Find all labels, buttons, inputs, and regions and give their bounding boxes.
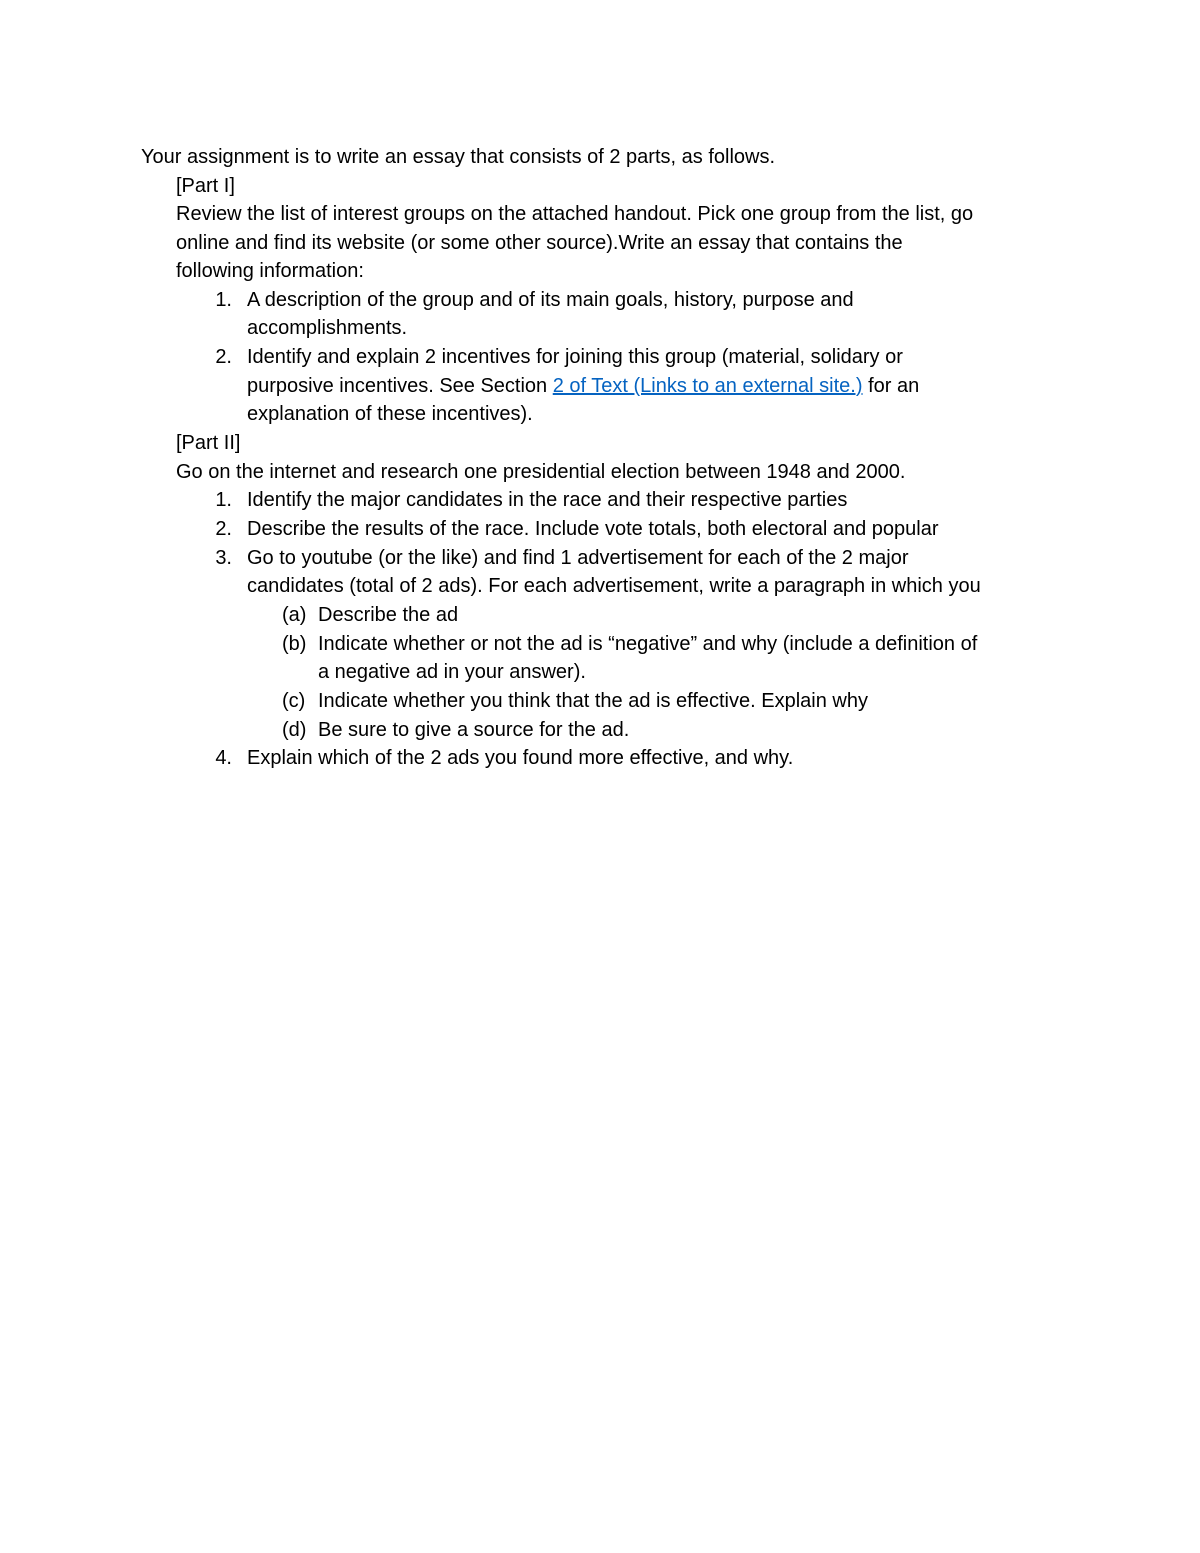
sub-item-letter: (a)	[282, 604, 307, 626]
sub-item-letter: (c)	[282, 690, 306, 712]
intro-text: Your assignment is to write an essay that consists of 2 parts, as follows.	[141, 146, 776, 168]
part2-instructions: Go on the internet and research one presidential election between 1948 and 2000.	[176, 461, 906, 483]
sub-item-letter: (b)	[282, 633, 307, 655]
list-item-text: explanation of these incentives).	[247, 403, 533, 425]
list-item-text: for an	[862, 375, 920, 397]
list-item-text: accomplishments.	[247, 317, 408, 339]
sub-item-text: Be sure to give a source for the ad.	[318, 719, 630, 741]
list-item-number: 1.	[215, 289, 232, 311]
list-item-text: Identify the major candidates in the race and their respective parties	[247, 489, 848, 511]
sub-item-text: Indicate whether or not the ad is “negative” and why (include a definition of	[318, 633, 978, 655]
list-item-text: candidates (total of 2 ads). For each advertisement, write a paragraph in which you	[247, 575, 981, 597]
list-item-text: Explain which of the 2 ads you found more effective, and why.	[247, 747, 794, 769]
list-item-number: 2.	[215, 346, 232, 368]
section-2-text-link[interactable]: 2 of Text (Links to an external site.)	[552, 375, 863, 397]
sub-item-text: Describe the ad	[318, 604, 459, 626]
part1-instructions-line: following information:	[176, 260, 364, 282]
part1-heading: [Part I]	[176, 175, 235, 197]
list-item-number: 4.	[215, 747, 232, 769]
list-item-number: 2.	[215, 518, 232, 540]
sub-item-letter: (d)	[282, 719, 307, 741]
sub-item-text: Indicate whether you think that the ad is effective. Explain why	[318, 690, 868, 712]
list-item-text: Go to youtube (or the like) and find 1 advertisement for each of the 2 major	[247, 547, 909, 569]
list-item-number: 3.	[215, 547, 232, 569]
sub-item-text: a negative ad in your answer).	[318, 661, 586, 683]
list-item-text: purposive incentives. See Section	[247, 375, 553, 397]
list-item-text: Describe the results of the race. Include vote totals, both electoral and popular	[247, 518, 939, 540]
part1-instructions-line: online and find its website (or some other source).Write an essay that contains the	[176, 232, 903, 254]
list-item-text: Identify and explain 2 incentives for joining this group (material, solidary or	[247, 346, 903, 368]
list-item-text-with-link	[247, 372, 919, 400]
list-item-text: A description of the group and of its main goals, history, purpose and	[247, 289, 854, 311]
part1-instructions-line: Review the list of interest groups on the attached handout. Pick one group from the list, go	[176, 203, 974, 225]
part2-heading: [Part II]	[176, 432, 241, 454]
list-item-number: 1.	[215, 489, 232, 511]
